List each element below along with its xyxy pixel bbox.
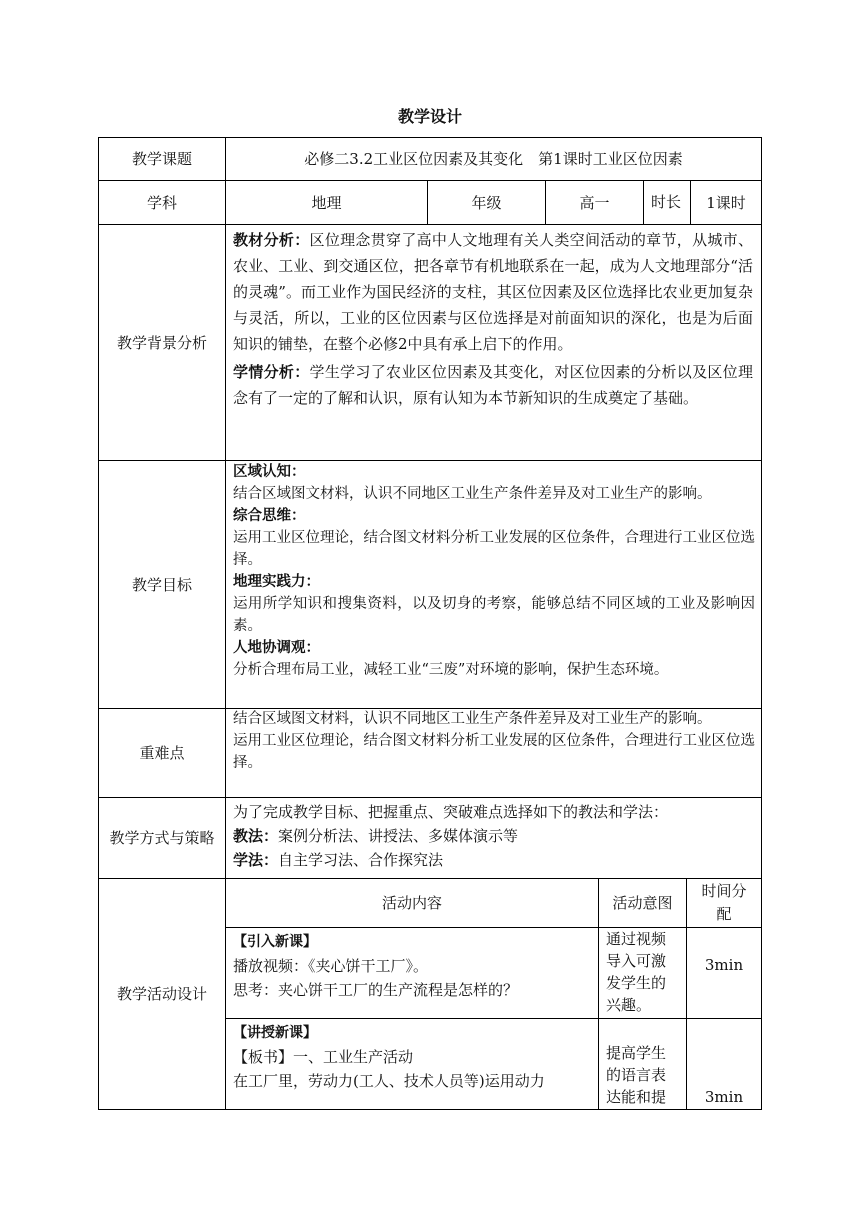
goal-text-thinking: 运用工业区位理论，结合图文材料分析工业发展的区位条件，合理进行工业区位选择。	[233, 530, 755, 568]
activity-heading-1: 【引入新课】	[233, 934, 317, 950]
learning-method-text: 自主学习法、合作探究法	[278, 851, 444, 869]
col-header-content: 活动内容	[381, 894, 442, 912]
background-content	[233, 227, 753, 459]
goal-heading-harmony: 人地协调观：	[233, 640, 320, 656]
activity-content-2	[233, 1021, 595, 1109]
subject-label: 学科	[146, 193, 177, 212]
keypoint-2: 运用工业区位理论，结合图文材料分析工业发展的区位条件，合理进行工业区位选择。	[233, 733, 755, 771]
goal-heading-practice: 地理实践力：	[233, 574, 320, 590]
activity-line-2-1: 【板书】一、工业生产活动	[233, 1048, 414, 1066]
goal-heading-regional: 区域认知：	[233, 464, 306, 480]
goals-label: 教学目标	[131, 575, 192, 594]
textbook-analysis-heading: 教材分析：	[233, 231, 310, 249]
subject-value: 地理	[311, 193, 342, 212]
goal-text-practice: 运用所学知识和搜集资料，以及切身的考察，能够总结不同区域的工业及影响因素。	[233, 596, 755, 634]
topic-label: 教学课题	[131, 150, 192, 168]
learning-method-heading: 学法：	[233, 851, 279, 869]
activities-label: 教学活动设计	[116, 985, 207, 1003]
grade-label: 年级	[471, 193, 502, 212]
activity-heading-2: 【讲授新课】	[233, 1025, 317, 1041]
activity-intent-2: 提高学生的语言表达能和提	[606, 1044, 667, 1106]
methods-content	[233, 800, 755, 877]
col-header-time: 时间分配	[701, 882, 747, 923]
keypoint-1: 结合区域图文材料，认识不同地区工业生产条件差异及对工业生产的影响。	[233, 711, 712, 727]
duration-label: 时长	[651, 193, 682, 211]
activity-line-2-2: 在工厂里，劳动力(工人、技术人员等)运用动力	[233, 1072, 545, 1090]
activity-line-1-1: 播放视频：《夹心饼干工厂》。	[233, 957, 429, 975]
activity-content-1	[233, 930, 595, 1017]
duration-value: 1课时	[706, 193, 746, 212]
student-analysis	[233, 359, 753, 411]
keypoints-label: 重难点	[139, 744, 185, 762]
keypoints-content	[233, 708, 755, 796]
teaching-method-heading: 教法：	[233, 827, 279, 845]
methods-intro: 为了完成教学目标、把握重点、突破难点选择如下的教法和学法：	[233, 803, 669, 821]
grade-value: 高一	[579, 193, 610, 212]
goal-heading-thinking: 综合思维：	[233, 508, 306, 524]
teaching-method-text: 案例分析法、讲授法、多媒体演示等	[278, 827, 519, 845]
document-title: 教学设计	[397, 107, 462, 126]
teaching-method	[233, 824, 755, 848]
background-label: 教学背景分析	[116, 333, 207, 352]
col-header-intent: 活动意图	[612, 894, 673, 912]
goal-text-regional: 结合区域图文材料，认识不同地区工业生产条件差异及对工业生产的影响。	[233, 486, 712, 502]
textbook-analysis	[233, 227, 753, 357]
methods-label: 教学方式与策略	[109, 829, 215, 847]
learning-method	[233, 848, 755, 872]
activity-time-1: 3min	[704, 956, 744, 974]
activity-intent-1: 通过视频导入可激发学生的兴趣。	[606, 930, 667, 1014]
activity-time-2: 3min	[704, 1088, 744, 1106]
topic-value: 必修二3.2工业区位因素及其变化 第1课时工业区位因素	[304, 150, 683, 168]
student-analysis-text: 学生学习了农业区位因素及其变化，对区位因素的分析以及区位理念有了一定的了解和认识，原有认知为本节新知识的生成奠定了基础。	[233, 363, 753, 407]
goals-content	[233, 461, 755, 708]
goal-text-harmony: 分析合理布局工业，减轻工业“三废”对环境的影响，保护生态环境。	[233, 662, 669, 678]
activity-line-1-2: 思考：夹心饼干工厂的生产流程是怎样的？	[233, 981, 519, 999]
student-analysis-heading: 学情分析：	[233, 363, 310, 381]
textbook-analysis-text: 区位理念贯穿了高中人文地理有关人类空间活动的章节，从城市、农业、工业、到交通区位，把各章节有机地联系在一起，成为人文地理部分“活的灵魂”。而工业作为国民经济的支柱，其区位因素及区位选择比农业更加复杂与灵活，所以，工业的区位因素与区位选择是对前面知识的深化，也是为后面知识的铺垫，在整个必修2中具有承上启下的作用。	[233, 231, 753, 353]
